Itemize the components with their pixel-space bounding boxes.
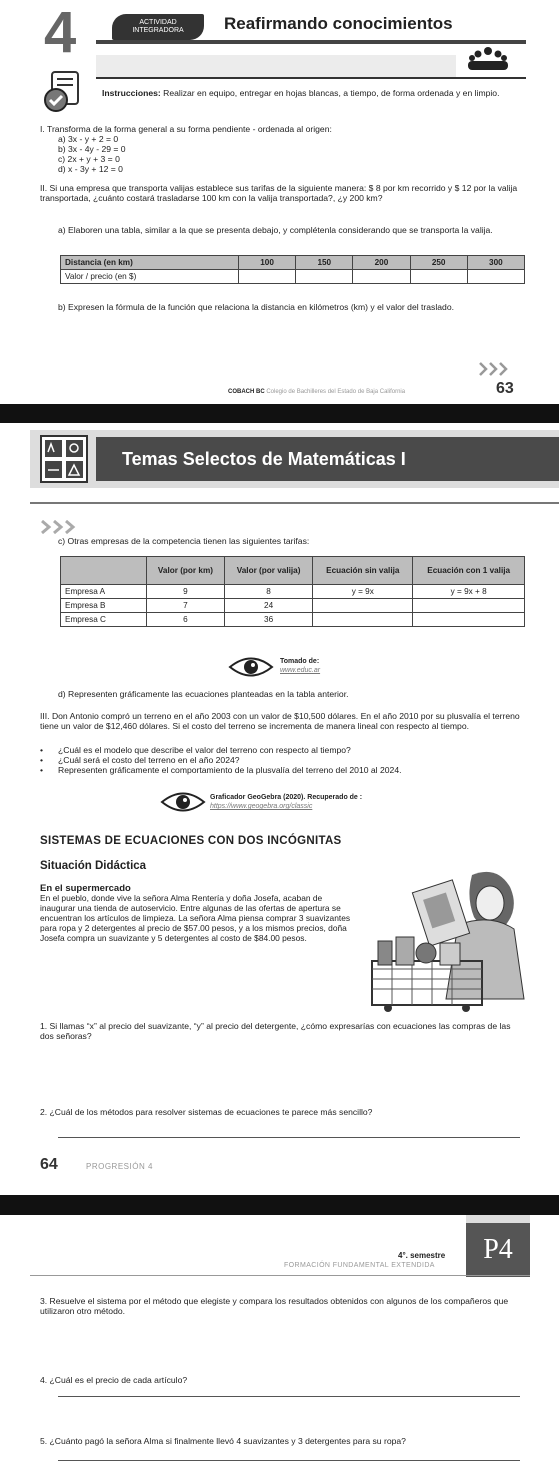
table-row: [61, 613, 525, 627]
checklist-icon: [42, 70, 82, 114]
answer-line[interactable]: [58, 1396, 520, 1397]
competitors-table: [60, 556, 525, 627]
table-cell: 6: [147, 613, 225, 627]
question-2-a: a) Elaboren una tabla, similar a la que se presenta debajo, y complétenla considerando que se transporta la valija.: [58, 225, 493, 235]
question-2: II. Si una empresa que transporta valijas establece sus tarifas de la siguiente manera: $ 8 por km recorrido y $ 12 por la valija transportada, ¿cuánto costará trasladarse 100 km con la valija transportada?, ¿y 200 km?: [40, 183, 518, 203]
answer-line[interactable]: [58, 1137, 520, 1138]
chevrons-icon: [40, 520, 90, 534]
part-c: c) Otras empresas de la competencia tienen las siguientes tarifas:: [58, 536, 310, 546]
bullet-item: • ¿Cuál es el modelo que describe el valor del terreno con respecto al tiempo?: [40, 745, 351, 755]
title-underline: [96, 40, 526, 44]
section-gray-band: [96, 55, 456, 77]
header-rule: [30, 1275, 530, 1276]
table-cell[interactable]: [413, 613, 525, 627]
footer-org: [228, 388, 405, 396]
page-65: [0, 1215, 559, 1468]
table-cell: 36: [224, 613, 312, 627]
situation-question-2: 2. ¿Cuál de los métodos para resolver sistemas de ecuaciones te parece más sencillo?: [40, 1107, 373, 1117]
bullet-item: • ¿Cuál será el costo del terreno en el año 2024?: [40, 755, 240, 765]
math-logo-icon: [40, 435, 88, 483]
table-cell: 7: [147, 599, 225, 613]
activity-badge-line2: INTEGRADORA: [132, 27, 184, 34]
table-header: Ecuación con 1 valija: [413, 557, 525, 585]
price-label: Valor / precio (en $): [61, 270, 239, 284]
chevrons-icon: [478, 362, 518, 376]
distance-price-table: [60, 255, 525, 284]
situation-question-1: 1. Si llamas “x” al precio del suavizante, “y” al precio del detergente, ¿cómo expresarías con ecuaciones las compras de las dos señoras?: [40, 1021, 511, 1041]
table-cell: 24: [224, 599, 312, 613]
source2-label: Graficador GeoGebra (2020). Recuperado de :: [210, 794, 363, 801]
page-number: 64: [40, 1156, 58, 1173]
table-header: Valor (por valija): [224, 557, 312, 585]
banner-title: Temas Selectos de Matemáticas I: [122, 449, 406, 469]
table-row: [61, 557, 525, 585]
activity-badge-line1: ACTIVIDAD: [139, 19, 177, 26]
table-cell[interactable]: [313, 613, 413, 627]
q1-item-a: a) 3x - y + 2 = 0: [58, 134, 119, 144]
table-cell: y = 9x + 8: [413, 585, 525, 599]
unit-number: 4: [44, 0, 77, 65]
price-cell[interactable]: [296, 270, 353, 284]
section-rule: [96, 77, 526, 79]
q1-item-b: b) 3x - 4y - 29 = 0: [58, 144, 126, 154]
page-63: [0, 0, 559, 404]
footer-org-name: Colegio de Bachilleres del Estado de Baja California: [266, 389, 406, 395]
instructions-text: Realizar en equipo, entregar en hojas blancas, a tiempo, de forma ordenada y en limpio.: [163, 88, 500, 98]
story-text: En el pueblo, donde vive la señora Alma Rentería y doña Josefa, acaban de inaugurar una tienda de autoservicio. Entre algunas de las ofertas de apertura se encuentran los artículos de limpieza. La señora Alma piensa comprar 3 suavizantes para ropa y 2 detergentes al precio de $57.00 pesos, y a los mismos precios, doña Josefa compra un suavizante y 5 detergentes al costo de $84.00 pesos.: [40, 893, 351, 943]
table-row: [61, 256, 525, 270]
table-row: [61, 599, 525, 613]
table-row: [61, 270, 525, 284]
company-name: Empresa C: [61, 613, 147, 627]
table-header: Valor (por km): [147, 557, 225, 585]
table-cell: y = 9x: [313, 585, 413, 599]
distance-cell: 250: [410, 256, 467, 270]
q1-item-c: c) 2x + y + 3 = 0: [58, 154, 120, 164]
situation-question-3: 3. Resuelve el sistema por el método que elegiste y compara los resultados obtenidos con algunos de los compañeros que utilizaron otro método.: [40, 1296, 509, 1316]
q1-item-d: d) x - 3y + 12 = 0: [58, 164, 123, 174]
distance-label: Distancia (en km): [61, 256, 239, 270]
semester-label: 4°. semestre: [398, 1251, 446, 1260]
header-gray-strip: [466, 1215, 530, 1223]
source1-link[interactable]: www.educ.ar: [280, 667, 321, 674]
story-title: En el supermercado: [40, 883, 131, 894]
table-cell: 8: [224, 585, 312, 599]
page-separator: [0, 404, 559, 423]
banner-underline: [30, 502, 559, 504]
distance-cell: 150: [296, 256, 353, 270]
page-separator: [0, 1195, 559, 1215]
question-3: III. Don Antonio compró un terreno en el año 2003 con un valor de $10,500 dólares. En el año 2010 por su plusvalía el terreno tiene un valor de $12,460 dólares. Si el costo del terreno se incrementa de manera lineal con respecto al tiempo.: [40, 711, 520, 731]
section-title: SISTEMAS DE ECUACIONES CON DOS INCÓGNITAS: [40, 835, 342, 847]
question-1: I. Transforma de la forma general a su forma pendiente - ordenada al origen:: [40, 124, 332, 134]
bullet-item: • Representen gráficamente el comportamiento de la plusvalía del terreno del 2010 al 2024.: [40, 765, 402, 775]
part-d: d) Representen gráficamente las ecuaciones planteadas en la tabla anterior.: [58, 689, 349, 699]
source1-label: Tomado de:: [280, 658, 320, 665]
question-3-bullets: [40, 745, 530, 775]
eye-icon: [160, 791, 206, 813]
table-cell[interactable]: [313, 599, 413, 613]
instructions-label: Instrucciones:: [102, 88, 161, 98]
price-cell[interactable]: [467, 270, 524, 284]
answer-line[interactable]: [58, 1460, 520, 1461]
situation-question-4: 4. ¿Cuál es el precio de cada artículo?: [40, 1375, 188, 1385]
footer-org-bold: COBACH BC: [228, 389, 265, 395]
table-header: Ecuación sin valija: [313, 557, 413, 585]
distance-cell: 200: [353, 256, 410, 270]
page-title: Reafirmando conocimientos: [224, 14, 453, 33]
table-cell[interactable]: [413, 599, 525, 613]
table-header: [61, 557, 147, 585]
team-icon: [468, 46, 508, 70]
progression-badge: P4: [466, 1223, 530, 1277]
instructions: [102, 88, 522, 98]
distance-cell: 300: [467, 256, 524, 270]
subsection-title: Situación Didáctica: [40, 860, 147, 872]
activity-badge: [112, 14, 204, 40]
table-row: [61, 585, 525, 599]
question-1-items: [58, 134, 126, 174]
formation-label: FORMACIÓN FUNDAMENTAL EXTENDIDA: [284, 1262, 435, 1269]
company-name: Empresa B: [61, 599, 147, 613]
price-cell[interactable]: [410, 270, 467, 284]
distance-cell: 100: [239, 256, 296, 270]
table-cell: 9: [147, 585, 225, 599]
progression-label: PROGRESIÓN 4: [86, 1162, 153, 1171]
page-64: [0, 423, 559, 1195]
situation-question-5: 5. ¿Cuánto pagó la señora Alma si finalmente llevó 4 suavizantes y 3 detergentes para su ropa?: [40, 1436, 406, 1446]
shopper-illustration: [362, 865, 530, 1013]
page-number: 63: [496, 380, 514, 397]
price-cell[interactable]: [239, 270, 296, 284]
company-name: Empresa A: [61, 585, 147, 599]
eye-icon: [228, 656, 274, 678]
question-2-b: b) Expresen la fórmula de la función que relaciona la distancia en kilómetros (km) y el valor del traslado.: [58, 302, 454, 312]
price-cell[interactable]: [353, 270, 410, 284]
source2-link[interactable]: https://www.geogebra.org/classic: [210, 803, 313, 810]
